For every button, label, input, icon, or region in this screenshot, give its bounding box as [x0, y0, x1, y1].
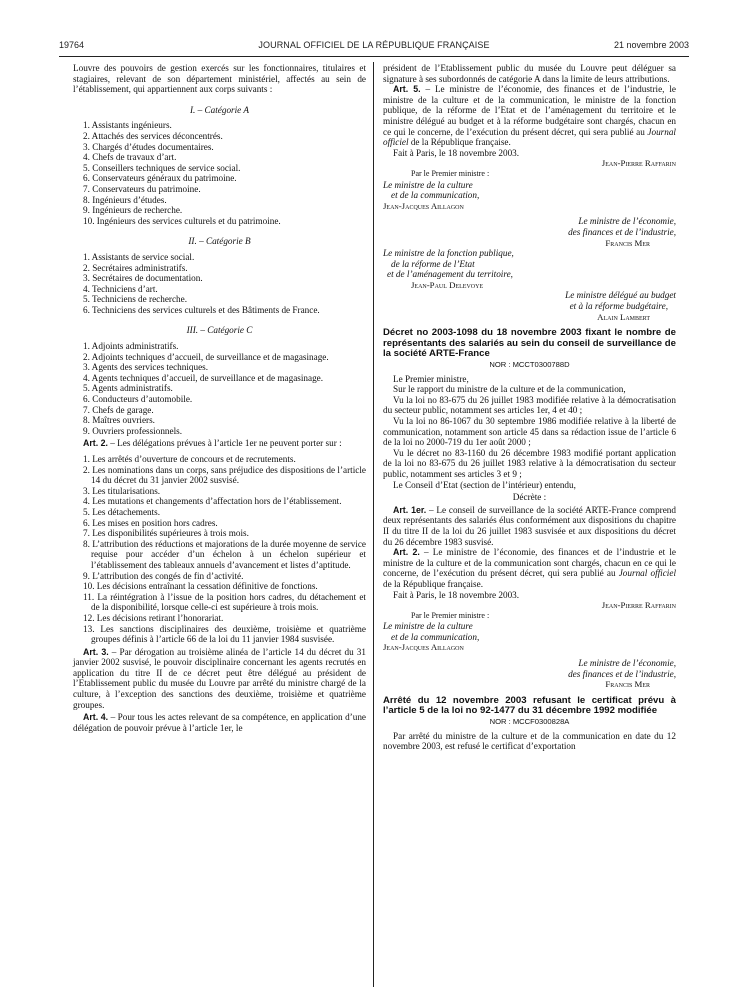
- category-a-item: 10. Ingénieurs des services culturels et du patrimoine.: [83, 215, 281, 226]
- decree-premier-ministre: Le Premier ministre,: [393, 373, 469, 384]
- signature-raffarin-2: Jean-Pierre Raffarin: [601, 600, 676, 611]
- article-2-item: 9. L’attribution des congés de fin d’activité.: [83, 570, 244, 581]
- category-b-item: 6. Techniciens des services culturels et des Bâtiments de France.: [83, 304, 320, 315]
- minister-budget-line-2: et à la réforme budgétaire,: [569, 301, 668, 312]
- category-c-item: 9. Ouvriers professionnels.: [83, 425, 183, 436]
- signature-mer-2: Francis Mer: [605, 679, 650, 690]
- decree-article-1-text: – Le conseil de surveillance de la société ARTE-France comprend deux représentants des salariés élus conformément aux dispositions du chapitre II du titre II de la loi du 26 juillet 1983 susvisée et aux dispositions du décret du 26 décembre 1983 susvisé.: [383, 504, 676, 547]
- article-2-item: 3. Les titularisations.: [83, 485, 161, 496]
- article-2-list: [73, 454, 366, 645]
- decree-rapport: Sur le rapport du ministre de la culture et de la communication,: [393, 384, 626, 395]
- category-a-item: 7. Conservateurs du patrimoine.: [83, 183, 201, 194]
- article-2-item: 13. Les sanctions disciplinaires des deuxième, troisième et quatrième groupes définis à l’article 66 de la loi du 11 janvier 1984 susvisée.: [83, 623, 366, 645]
- fait-a-paris-1: Fait à Paris, le 18 novembre 2003.: [393, 147, 520, 158]
- article-3-text: – Par dérogation au troisième alinéa de l’article 14 du décret du 31 janvier 2002 susvisé, le pouvoir disciplinaire concernant les agents recrutés en application du titre II de ce décret peut être délégué au président de l’Etablissement public du musée du Louvre par arrêté du ministre chargé de la culture, à l’exception des sanctions des deuxième, troisième et quatrième groupes.: [73, 646, 366, 710]
- article-5-text: – Le ministre de l’économie, des finances et de l’industrie, le ministre de la culture et de la communication, le ministre de la fonction publique, de la réforme de l’Etat et de l’aménagement du territoire et le ministre délégué au budget et à la réforme budgétaire sont chargés, chacun en ce qui le concerne, de l’exécution du présent décret, qui sera publié au: [383, 84, 676, 137]
- category-a-title: I. – Catégorie A: [189, 104, 250, 115]
- decree-article-2-text-end: de la République française.: [383, 578, 483, 589]
- column-divider: [373, 62, 374, 987]
- category-c-item: 6. Conducteurs d’automobile.: [83, 394, 193, 405]
- fait-a-paris-2: Fait à Paris, le 18 novembre 2003.: [393, 589, 520, 600]
- category-a-list: [73, 120, 366, 226]
- journal-title: JOURNAL OFFICIEL DE LA RÉPUBLIQUE FRANÇAISE: [258, 40, 490, 50]
- article-2-item: 6. Les mises en position hors cadres.: [83, 517, 218, 528]
- issue-date: 21 novembre 2003: [613, 40, 689, 50]
- category-a-item: 6. Conservateurs généraux du patrimoine.: [83, 173, 237, 184]
- category-c-item: 1. Adjoints administratifs.: [83, 341, 179, 352]
- category-a-item: 9. Ingénieurs de recherche.: [83, 205, 183, 216]
- minister-fp-line-3: et de l’aménagement du territoire,: [387, 269, 513, 280]
- category-c-list: [73, 341, 366, 436]
- category-b-item: 3. Secrétaires de documentation.: [83, 273, 203, 284]
- article-2-item: 1. Les arrêtés d’ouverture de concours et de recrutements.: [83, 454, 296, 464]
- article-3-label: Art. 3.: [83, 646, 109, 657]
- category-a-item: 4. Chefs de travaux d’art.: [83, 152, 177, 163]
- decree-article-1: [383, 505, 676, 547]
- category-a-item: 1. Assistants ingénieurs.: [83, 120, 172, 131]
- arrete-title: Arrêté du 12 novembre 2003 refusant le certificat prévu à l’article 5 de la loi no 92-1477 du 31 décembre 1992 modifiée: [383, 694, 676, 717]
- article-2-item: 2. Les nominations dans un corps, sans préjudice des dispositions de l’article 14 du décret du 31 janvier 2002 susvisé.: [83, 464, 366, 486]
- minister-economy-line-1: Le ministre de l’économie,: [578, 216, 676, 227]
- minister-budget-line-1: Le ministre délégué au budget: [565, 290, 676, 301]
- category-a-item: 5. Conseillers techniques de service social.: [83, 162, 241, 173]
- article-4-label: Art. 4.: [83, 712, 109, 723]
- category-c-item: 7. Chefs de garage.: [83, 404, 154, 415]
- minister-economy-2-line-2: des finances et de l’industrie,: [568, 668, 676, 679]
- decree-article-1-label: Art. 1er.: [393, 504, 427, 515]
- article-5-text-end: de la République française.: [408, 137, 511, 148]
- article-2-item: 5. Les détachements.: [83, 506, 161, 517]
- header-rule: [59, 56, 689, 57]
- article-5: [383, 84, 676, 148]
- category-c-item: 4. Agents techniques d’accueil, de surveillance et de magasinage.: [83, 372, 324, 383]
- signature-raffarin: Jean-Pierre Raffarin: [601, 158, 676, 169]
- category-a-item: 3. Chargés d’études documentaires.: [83, 141, 214, 152]
- category-c-item: 3. Agents des services techniques.: [83, 362, 209, 373]
- page-header: [59, 40, 689, 54]
- article-2-item: 11. La réintégration à l’issue de la position hors cadres, du détachement et de la disponibilité, lorsque celle-ci est supérieure à trois mois.: [83, 591, 366, 613]
- intro-paragraph: Louvre des pouvoirs de gestion exercés sur les fonctionnaires, titulaires et stagiaires, relevant de son département ministériel, affectés au sein de l’établissement, qui appartiennent aux corps suivants :: [73, 63, 366, 95]
- decree-vu-decret-83-1160: Vu le décret no 83-1160 du 26 décembre 1983 modifié portant application de la loi no 83-675 du 26 juillet 1983 relative à la démocratisation du secteur public, notamment ses articles 3 et 9 ;: [383, 447, 676, 479]
- minister-culture-2-line-2: et de la communication,: [391, 631, 480, 642]
- minister-culture-2-line-1: Le ministre de la culture: [383, 621, 473, 632]
- decree-decrete: Décrète :: [512, 492, 547, 503]
- minister-economy-line-2: des finances et de l’industrie,: [568, 226, 676, 237]
- minister-fp-line-1: Le ministre de la fonction publique,: [383, 248, 514, 259]
- article-2-item: 8. L’attribution des réductions et majorations de la durée moyenne de service requise pour accéder d’un échelon à un échelon supérieur et l’établissement des tableaux annuels d’avancement et listes d’aptitude.: [83, 538, 366, 570]
- category-c-item: 8. Maîtres ouvriers.: [83, 415, 155, 426]
- minister-fp-line-2: de la réforme de l’Etat: [391, 258, 475, 269]
- category-a-item: 8. Ingénieurs d’études.: [83, 194, 167, 205]
- continued-paragraph: président de l’Etablissement public du musée du Louvre peut déléguer sa signature à ses subordonnés de catégorie A dans la limite de leurs attributions.: [383, 63, 676, 84]
- category-b-title: II. – Catégorie B: [188, 236, 251, 247]
- par-premier-ministre: Par le Premier ministre :: [411, 168, 490, 178]
- signature-mer: Francis Mer: [605, 237, 650, 248]
- category-c-item: 5. Agents administratifs.: [83, 383, 173, 394]
- category-b-list: [73, 252, 366, 316]
- decree-journal-officiel-ref: Journal officiel: [618, 568, 676, 579]
- article-3: [73, 647, 366, 711]
- decree-vu-loi-83-675: Vu la loi no 83-675 du 26 juillet 1983 modifiée relative à la démocratisation du secteur public, notamment ses articles 1er, 4 et 40 ;: [383, 394, 676, 416]
- signature-delevoye: Jean-Paul Delevoye: [411, 279, 484, 290]
- article-2-label: Art. 2.: [83, 438, 108, 449]
- article-2-item: 10. Les décisions entraînant la cessation définitive de fonctions.: [83, 581, 318, 592]
- decree-article-2-text: – Le ministre de l’économie, des finances et de l’industrie et le ministre de la culture et de la communication sont chargés, chacun en ce qui le concerne, de l’exécution du présent décret, qui sera publié au: [383, 547, 676, 579]
- article-4-text: – Pour tous les actes relevant de sa compétence, en application d’une délégation de pouvoir prévue à l’article 1er, le: [73, 712, 366, 733]
- article-5-label: Art. 5.: [393, 84, 421, 95]
- article-2-text: – Les délégations prévues à l’article 1er ne peuvent porter sur :: [107, 438, 342, 449]
- decree-article-2: [383, 547, 676, 589]
- category-c-title: III. – Catégorie C: [186, 325, 253, 336]
- journal-officiel-ref: Journal officiel: [383, 126, 676, 148]
- decree-1098-nor: NOR : MCCT0300788D: [489, 360, 570, 370]
- article-2-item: 4. Les mutations et changements d’affectation hors de l’établissement.: [83, 496, 342, 507]
- article-2-item: 7. Les disponibilités supérieures à trois mois.: [83, 528, 249, 539]
- article-4: [73, 712, 366, 733]
- category-b-item: 4. Techniciens d’art.: [83, 283, 158, 294]
- par-premier-ministre-2: Par le Premier ministre :: [411, 610, 490, 620]
- left-column: [73, 63, 366, 733]
- category-b-item: 2. Secrétaires administratifs.: [83, 262, 188, 273]
- minister-culture-line-1: Le ministre de la culture: [383, 179, 473, 190]
- signature-aillagon-2: Jean-Jacques Aillagon: [383, 642, 464, 653]
- page-number: 19764: [59, 40, 85, 50]
- article-2-item: 12. Les décisions retirant l’honorariat.: [83, 612, 224, 623]
- decree-vu-loi-86-1067: Vu la loi no 86-1067 du 30 septembre 1986 modifiée relative à la liberté de communication, notamment son article 45 dans sa rédaction issue de l’article 6 de la loi no 2000-719 du 1er août 2000 ;: [383, 416, 676, 448]
- arrete-text: Par arrêté du ministre de la culture et de la communication en date du 12 novembre 2003, est refusé le certificat d’exportation: [383, 730, 676, 752]
- right-column: [383, 63, 676, 752]
- minister-economy-2-line-1: Le ministre de l’économie,: [578, 658, 676, 669]
- decree-conseil-etat: Le Conseil d’Etat (section de l’intérieur) entendu,: [393, 479, 576, 490]
- article-2: [73, 438, 366, 449]
- decree-1098-title: Décret no 2003-1098 du 18 novembre 2003 fixant le nombre de représentants des salariés au sein du conseil de surveillance de la société ARTE-France: [383, 327, 676, 360]
- decree-article-2-label: Art. 2.: [393, 547, 420, 558]
- signature-aillagon: Jean-Jacques Aillagon: [383, 200, 464, 211]
- category-a-item: 2. Attachés des services déconcentrés.: [83, 130, 223, 141]
- minister-culture-line-2: et de la communication,: [391, 190, 480, 201]
- category-b-item: 5. Techniciens de recherche.: [83, 294, 188, 305]
- arrete-nor: NOR : MCCF0300828A: [489, 717, 570, 727]
- signature-lambert: Alain Lambert: [597, 311, 650, 322]
- category-b-item: 1. Assistants de service social.: [83, 251, 195, 262]
- category-c-item: 2. Adjoints techniques d’accueil, de surveillance et de magasinage.: [83, 351, 329, 362]
